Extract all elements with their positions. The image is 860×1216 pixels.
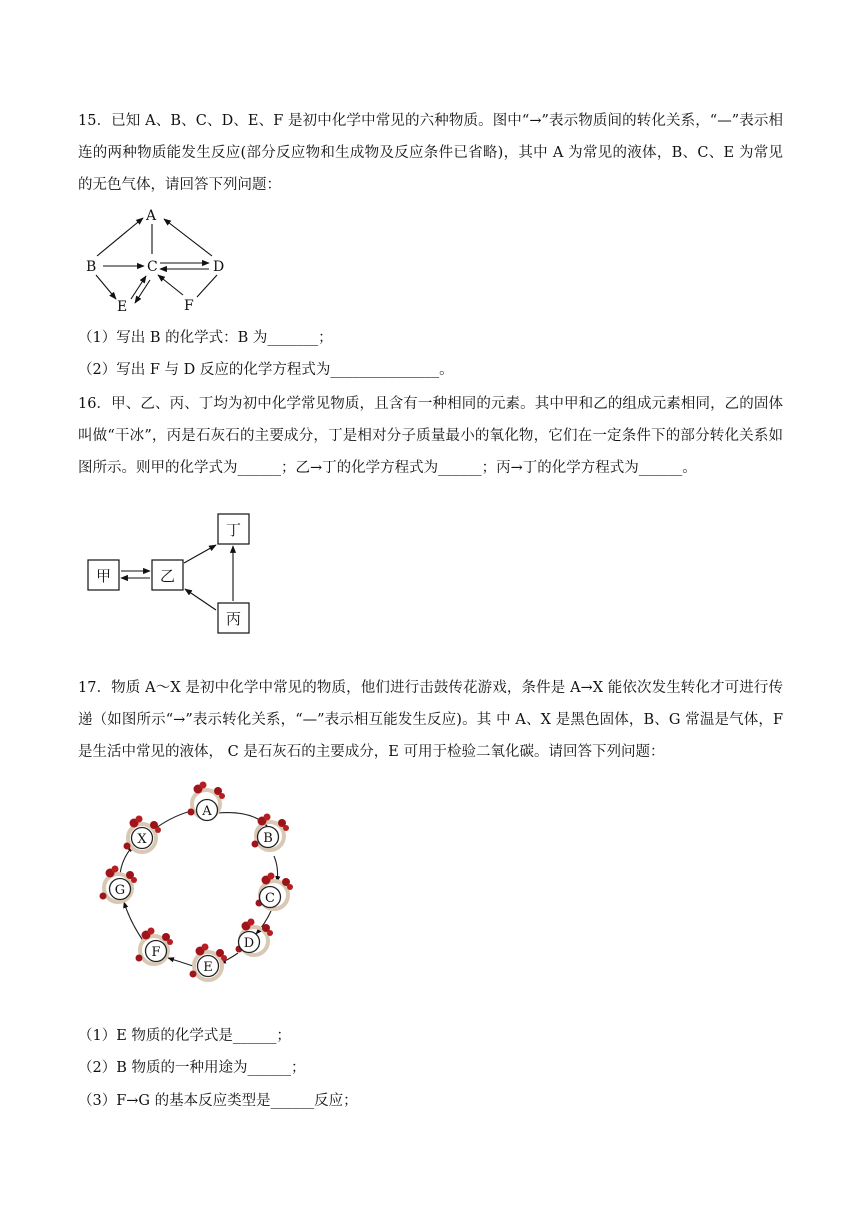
q15-node-C: C bbox=[147, 259, 158, 275]
q16-node-bing: 丙 bbox=[225, 610, 242, 628]
q17-node-G: G bbox=[114, 883, 126, 898]
q15-node-D: D bbox=[213, 259, 225, 275]
q17-node-C: C bbox=[265, 891, 275, 906]
q15-sub2: （2）写出 F 与 D 反应的化学方程式为_______________。 bbox=[78, 362, 454, 378]
q15-node-B: B bbox=[86, 259, 97, 275]
q15-node-F: F bbox=[184, 298, 194, 314]
q17-node-F: F bbox=[151, 945, 161, 960]
q16-diagram bbox=[86, 512, 256, 638]
q16-stem: 16．甲、乙、丙、丁均为初中化学常见物质，且含有一种相同的元素。其中甲和乙的组成元素相同，乙的固体叫做“干冰”，丙是石灰石的主要成分，丁是相对分子质量最小的氧化物，它们在一定条件下的部分转化关系如图所示。则甲的化学式为______；乙→丁的化学方程式为______；丙→丁的化学方程式为______。 bbox=[78, 396, 783, 476]
q15-stem: 15．已知 A、B、C、D、E、F 是初中化学中常见的六种物质。图中“→”表示物质间的转化关系，“—”表示相连的两种物质能发生反应(部分反应物和生成物及反应条件已省略)，其中 A 为常见的液体，B、C、E 为常见的无色气体，请回答下列问题： bbox=[78, 113, 783, 193]
q17-node-D: D bbox=[243, 936, 255, 951]
q17-stem: 17．物质 A～X 是初中化学中常见的物质，他们进行击鼓传花游戏，条件是 A→X 能依次发生转化才可进行传递（如图所示“→”表示转化关系，“—”表示相互能发生反应)。其 中 A、X 是黑色固体，B、G 常温是气体，F 是生活中常见的液体， C 是石灰石的主要成分，E 可用于检验二氧化碳。请回答下列问题： bbox=[78, 680, 783, 760]
q15-sub1: （1）写出 B 的化学式：B 为_______； bbox=[78, 330, 333, 346]
q16-node-yi: 乙 bbox=[159, 567, 176, 585]
q17-node-B: B bbox=[263, 831, 273, 846]
q16-node-jia: 甲 bbox=[95, 567, 112, 585]
q17-sub2: （2）B 物质的一种用途为______； bbox=[78, 1060, 306, 1076]
q17-node-A: A bbox=[202, 804, 212, 819]
q15-diagram bbox=[80, 204, 240, 316]
q15-node-A: A bbox=[146, 208, 157, 224]
q17-diagram bbox=[78, 770, 310, 1006]
q17-sub1: （1）E 物质的化学式是______； bbox=[78, 1028, 291, 1044]
q15-node-E: E bbox=[117, 299, 128, 315]
q16-node-ding: 丁 bbox=[225, 521, 242, 539]
q17-node-X: X bbox=[137, 832, 147, 847]
q17-sub3: （3）F→G 的基本反应类型是______反应； bbox=[78, 1093, 358, 1109]
q17-node-E: E bbox=[203, 960, 213, 975]
